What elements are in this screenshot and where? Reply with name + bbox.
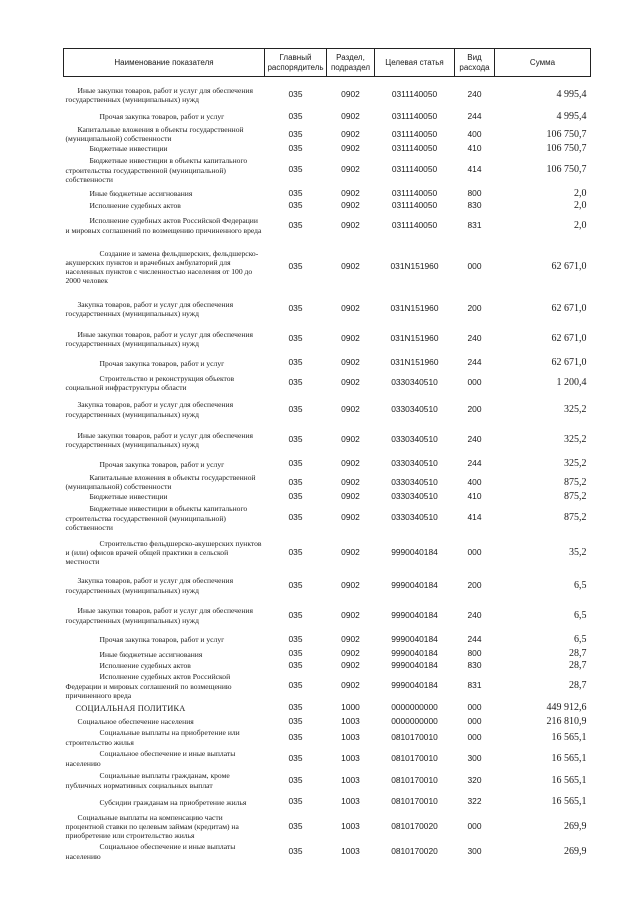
row-vid: 244 <box>467 111 482 122</box>
row-name-cell <box>64 535 265 571</box>
row-razd: 1003 <box>341 820 360 831</box>
row-celevaya: 0330340510 <box>391 434 438 445</box>
header-name: Наименование показателя <box>64 49 265 77</box>
row-celevaya: 9990040184 <box>391 659 438 670</box>
table-row <box>64 728 591 748</box>
row-razd: 1003 <box>341 731 360 742</box>
row-name: Социальное обеспечение населения <box>77 717 194 727</box>
table-row <box>64 792 591 813</box>
row-vid: 300 <box>467 752 482 763</box>
row-name-cell <box>64 324 265 354</box>
row-glav: 035 <box>288 261 303 272</box>
row-razd: 1003 <box>341 774 360 785</box>
row-sum: 16 565,1 <box>551 731 587 743</box>
row-glav: 035 <box>288 333 303 344</box>
row-vid: 244 <box>467 357 482 368</box>
row-name: Строительство и реконструкция объектов социальной инфраструктуры области <box>65 373 235 393</box>
row-vid: 320 <box>467 774 482 785</box>
row-vid: 000 <box>467 377 482 388</box>
row-razd: 0902 <box>341 333 360 344</box>
row-sum: 2,0 <box>574 187 587 199</box>
table-row <box>64 153 591 187</box>
row-glav: 035 <box>288 752 303 763</box>
row-name: СОЦИАЛЬНАЯ ПОЛИТИКА <box>75 703 186 713</box>
row-sum: 106 750,7 <box>546 142 587 154</box>
row-razd: 1003 <box>341 715 360 726</box>
row-vid: 000 <box>467 261 482 272</box>
row-vid: 240 <box>467 609 482 620</box>
row-name-cell <box>64 672 265 701</box>
row-name-cell <box>64 716 265 728</box>
row-razd: 0902 <box>341 458 360 469</box>
table-row <box>64 535 591 571</box>
row-celevaya: 0311140050 <box>391 89 438 100</box>
table-row <box>64 394 591 425</box>
row-celevaya: 0330340510 <box>391 512 438 523</box>
table-row <box>64 455 591 473</box>
table-row <box>64 672 591 701</box>
row-name: Иные бюджетные ассигнования <box>89 189 193 199</box>
row-razd: 0902 <box>341 680 360 691</box>
row-celevaya: 0330340510 <box>391 458 438 469</box>
row-vid: 410 <box>467 142 482 153</box>
row-razd: 0902 <box>341 659 360 670</box>
row-name: Бюджетные инвестиции в объекты капитального строительства государственной (муниципальной) собственности <box>65 504 248 532</box>
row-vid: 000 <box>467 731 482 742</box>
row-razd: 0902 <box>341 303 360 314</box>
row-name: Иные закупки товаров, работ и услуг для обеспечения государственных (муниципальных) нужд <box>65 329 253 349</box>
row-name: Социальное обеспечение и иные выплаты населению <box>65 842 236 861</box>
row-celevaya: 0810170010 <box>391 752 438 763</box>
row-razd: 0902 <box>341 261 360 272</box>
row-vid: 414 <box>467 512 482 523</box>
row-glav: 035 <box>288 303 303 314</box>
header-glav: Главный распорядитель <box>265 49 327 77</box>
table-row <box>64 200 591 211</box>
row-celevaya: 0330340510 <box>391 490 438 501</box>
row-sum: 875,2 <box>564 476 587 488</box>
row-celevaya: 031N151960 <box>390 333 439 344</box>
row-name-cell <box>64 813 265 841</box>
row-razd: 0902 <box>341 142 360 153</box>
table-row <box>64 425 591 455</box>
row-name-cell <box>64 792 265 813</box>
table-row <box>64 601 591 631</box>
row-razd: 1003 <box>341 752 360 763</box>
table-row <box>64 211 591 240</box>
row-celevaya: 0000000000 <box>391 702 438 713</box>
row-name-cell <box>64 770 265 792</box>
row-vid: 322 <box>467 796 482 807</box>
row-name-cell <box>64 571 265 601</box>
row-razd: 0902 <box>341 89 360 100</box>
row-sum: 2,0 <box>574 219 587 231</box>
table-row <box>64 716 591 728</box>
row-vid: 830 <box>467 199 482 210</box>
row-name-cell <box>64 502 265 535</box>
row-vid: 240 <box>467 89 482 100</box>
row-glav: 035 <box>288 357 303 368</box>
row-name-cell <box>64 125 265 144</box>
row-name-cell <box>64 294 265 324</box>
row-sum: 449 912,6 <box>546 702 587 714</box>
row-vid: 000 <box>467 702 482 713</box>
row-celevaya: 9990040184 <box>391 633 438 644</box>
row-glav: 035 <box>288 546 303 557</box>
row-sum: 16 565,1 <box>551 774 587 786</box>
row-razd: 0902 <box>341 111 360 122</box>
row-razd: 0902 <box>341 490 360 501</box>
row-glav: 035 <box>288 731 303 742</box>
row-glav: 035 <box>288 111 303 122</box>
row-name: Закупка товаров, работ и услуг для обеспечения государственных (муниципальных) нужд <box>65 400 234 419</box>
row-sum: 875,2 <box>564 512 587 524</box>
header-razd: Раздел, подраздел <box>327 49 375 77</box>
row-celevaya: 0311140050 <box>391 164 438 175</box>
row-name-cell <box>64 211 265 240</box>
row-sum: 269,9 <box>564 845 587 857</box>
row-name-cell <box>64 631 265 649</box>
row-glav: 035 <box>288 796 303 807</box>
table-row <box>64 841 591 863</box>
row-name: Создание и замена фельдшерских, фельдшерско-акушерских пунктов и врачебных амбулаторий для населенных пунктов с численностью населения от 100 до 2000 человек <box>65 248 259 286</box>
row-celevaya: 0810170010 <box>391 774 438 785</box>
row-razd: 0902 <box>341 187 360 198</box>
row-vid: 414 <box>467 164 482 175</box>
table-row <box>64 125 591 144</box>
row-name: Закупка товаров, работ и услуг для обеспечения государственных (муниципальных) нужд <box>65 299 234 319</box>
row-vid: 240 <box>467 333 482 344</box>
row-name: Капитальные вложения в объекты государственной (муниципальной) собственности <box>65 473 256 492</box>
row-razd: 0902 <box>341 164 360 175</box>
row-sum: 6,5 <box>574 609 587 621</box>
row-name: Иные бюджетные ассигнования <box>99 649 203 659</box>
table-row <box>64 324 591 354</box>
row-name-cell <box>64 240 265 294</box>
header-vid: Вид расхода <box>455 49 495 77</box>
table-row <box>64 701 591 716</box>
table-row <box>64 502 591 535</box>
row-sum: 6,5 <box>574 633 587 645</box>
row-celevaya: 9990040184 <box>391 648 438 659</box>
row-razd: 1003 <box>341 845 360 856</box>
row-name: Субсидии гражданам на приобретение жилья <box>99 797 247 807</box>
row-celevaya: 0311140050 <box>391 187 438 198</box>
table-row <box>64 631 591 649</box>
row-vid: 400 <box>467 128 482 139</box>
row-name-cell <box>64 144 265 154</box>
row-vid: 410 <box>467 490 482 501</box>
row-sum: 4 995,4 <box>556 89 587 101</box>
row-sum: 325,2 <box>564 458 587 470</box>
row-glav: 035 <box>288 219 303 230</box>
row-sum: 875,2 <box>564 490 587 502</box>
row-celevaya: 0810170020 <box>391 820 438 831</box>
row-glav: 035 <box>288 187 303 198</box>
row-razd: 0902 <box>341 476 360 487</box>
row-name: Прочая закупка товаров, работ и услуг <box>99 358 225 368</box>
row-glav: 035 <box>288 774 303 785</box>
row-razd: 0902 <box>341 579 360 590</box>
table-row <box>64 294 591 324</box>
table-row <box>64 372 591 394</box>
row-glav: 035 <box>288 377 303 388</box>
row-name: Бюджетные инвестиции в объекты капитального строительства государственной (муниципальной) собственности <box>65 156 248 184</box>
row-celevaya: 0311140050 <box>391 111 438 122</box>
row-razd: 0902 <box>341 648 360 659</box>
row-vid: 831 <box>467 680 482 691</box>
row-name: Прочая закупка товаров, работ и услуг <box>99 112 225 122</box>
row-glav: 035 <box>288 512 303 523</box>
row-sum: 28,7 <box>569 680 587 692</box>
row-name: Строительство фельдшерско-акушерских пунктов и (или) офисов врачей общей практики в сельской местности <box>65 538 262 567</box>
row-name-cell <box>64 748 265 770</box>
row-name-cell <box>64 372 265 394</box>
table-row <box>64 187 591 200</box>
table-row <box>64 240 591 294</box>
row-name: Капитальные вложения в объекты государственной (муниципальной) собственности <box>65 125 244 144</box>
row-vid: 244 <box>467 458 482 469</box>
row-celevaya: 0311140050 <box>391 219 438 230</box>
header-celevaya: Целевая статья <box>375 49 455 77</box>
row-razd: 1000 <box>341 702 360 713</box>
row-name: Закупка товаров, работ и услуг для обеспечения государственных (муниципальных) нужд <box>65 576 234 595</box>
table-row <box>64 813 591 841</box>
row-name-cell <box>64 200 265 211</box>
row-celevaya: 9990040184 <box>391 609 438 620</box>
row-razd: 0902 <box>341 546 360 557</box>
row-vid: 800 <box>467 648 482 659</box>
row-glav: 035 <box>288 680 303 691</box>
row-razd: 0902 <box>341 609 360 620</box>
row-sum: 28,7 <box>569 659 587 671</box>
table-row <box>64 81 591 109</box>
row-celevaya: 9990040184 <box>391 680 438 691</box>
row-glav: 035 <box>288 820 303 831</box>
row-name: Прочая закупка товаров, работ и услуг <box>99 459 225 469</box>
row-glav: 035 <box>288 458 303 469</box>
row-glav: 035 <box>288 89 303 100</box>
row-celevaya: 0311140050 <box>391 142 438 153</box>
header-summa: Сумма <box>495 49 591 77</box>
row-name: Исполнение судебных актов Российской Федерации и мировых соглашений по возмещению причиненного вреда <box>65 216 262 235</box>
row-name-cell <box>64 701 265 716</box>
row-vid: 830 <box>467 659 482 670</box>
row-celevaya: 9990040184 <box>391 546 438 557</box>
row-name: Социальные выплаты на компенсацию части процентной ставки по целевым займам (кредитам) на приобретение или строительство жилья <box>65 812 239 841</box>
row-name-cell <box>64 728 265 748</box>
row-name-cell <box>64 81 265 109</box>
row-name-cell <box>64 492 265 502</box>
row-celevaya: 0810170010 <box>391 731 438 742</box>
row-celevaya: 031N151960 <box>390 303 439 314</box>
table-row <box>64 660 591 672</box>
row-celevaya: 0810170020 <box>391 845 438 856</box>
table-row <box>64 492 591 502</box>
row-glav: 035 <box>288 648 303 659</box>
row-name-cell <box>64 841 265 863</box>
row-name: Иные закупки товаров, работ и услуг для обеспечения государственных (муниципальных) нужд <box>65 606 253 625</box>
table-row <box>64 571 591 601</box>
row-celevaya: 0810170010 <box>391 796 438 807</box>
row-sum: 106 750,7 <box>546 128 587 140</box>
row-name: Иные закупки товаров, работ и услуг для обеспечения государственных (муниципальных) нужд <box>65 85 253 104</box>
row-sum: 28,7 <box>569 648 587 660</box>
row-razd: 0902 <box>341 434 360 445</box>
row-name: Исполнение судебных актов <box>89 201 181 211</box>
row-name: Социальные выплаты гражданам, кроме публичных нормативных социальных выплат <box>65 771 230 790</box>
row-sum: 216 810,9 <box>546 715 587 727</box>
row-glav: 035 <box>288 579 303 590</box>
row-razd: 0902 <box>341 219 360 230</box>
row-celevaya: 0330340510 <box>391 377 438 388</box>
row-name: Прочая закупка товаров, работ и услуг <box>99 635 225 645</box>
table-body <box>64 77 591 863</box>
row-name-cell <box>64 109 265 125</box>
row-razd: 0902 <box>341 199 360 210</box>
table-row <box>64 649 591 660</box>
row-sum: 62 671,0 <box>551 303 587 315</box>
row-name-cell <box>64 425 265 455</box>
row-name-cell <box>64 187 265 200</box>
row-glav: 035 <box>288 490 303 501</box>
row-celevaya: 0311140050 <box>391 199 438 210</box>
row-vid: 800 <box>467 187 482 198</box>
row-vid: 200 <box>467 579 482 590</box>
row-celevaya: 031N151960 <box>390 357 439 368</box>
row-sum: 1 200,4 <box>556 377 587 389</box>
row-celevaya: 0330340510 <box>391 403 438 414</box>
row-celevaya: 9990040184 <box>391 579 438 590</box>
row-glav: 035 <box>288 659 303 670</box>
row-glav: 035 <box>288 128 303 139</box>
row-vid: 000 <box>467 820 482 831</box>
row-glav: 035 <box>288 845 303 856</box>
table-row <box>64 354 591 372</box>
row-sum: 325,2 <box>564 403 587 415</box>
row-sum: 325,2 <box>564 434 587 446</box>
row-glav: 035 <box>288 702 303 713</box>
row-name-cell <box>64 394 265 425</box>
row-glav: 035 <box>288 199 303 210</box>
row-vid: 240 <box>467 434 482 445</box>
row-name-cell <box>64 601 265 631</box>
row-name-cell <box>64 649 265 660</box>
row-sum: 6,5 <box>574 579 587 591</box>
row-name: Социальные выплаты на приобретение или строительство жилья <box>65 728 240 747</box>
row-razd: 0902 <box>341 512 360 523</box>
row-vid: 000 <box>467 715 482 726</box>
row-sum: 62 671,0 <box>551 357 587 369</box>
row-razd: 1003 <box>341 796 360 807</box>
row-name-cell <box>64 455 265 473</box>
row-vid: 200 <box>467 303 482 314</box>
row-sum: 62 671,0 <box>551 261 587 273</box>
row-sum: 62 671,0 <box>551 333 587 345</box>
row-vid: 831 <box>467 219 482 230</box>
row-sum: 35,2 <box>569 546 587 558</box>
row-vid: 200 <box>467 403 482 414</box>
row-name-cell <box>64 660 265 672</box>
row-vid: 244 <box>467 633 482 644</box>
row-sum: 16 565,1 <box>551 752 587 764</box>
row-sum: 269,9 <box>564 820 587 832</box>
row-sum: 4 995,4 <box>556 111 587 123</box>
row-glav: 035 <box>288 609 303 620</box>
row-razd: 0902 <box>341 633 360 644</box>
table-row <box>64 770 591 792</box>
table-header <box>64 49 591 77</box>
row-sum: 2,0 <box>574 199 587 211</box>
table-row <box>64 748 591 770</box>
table-row <box>64 473 591 492</box>
row-celevaya: 031N151960 <box>390 261 439 272</box>
row-vid: 300 <box>467 845 482 856</box>
row-glav: 035 <box>288 164 303 175</box>
row-glav: 035 <box>288 633 303 644</box>
row-glav: 035 <box>288 142 303 153</box>
row-name: Иные закупки товаров, работ и услуг для обеспечения государственных (муниципальных) нужд <box>65 430 253 450</box>
row-name: Социальное обеспечение и иные выплаты населению <box>65 749 236 768</box>
row-name: Бюджетные инвестиции <box>89 143 168 153</box>
row-celevaya: 0000000000 <box>391 715 438 726</box>
header-row <box>64 49 591 77</box>
budget-table <box>63 48 591 863</box>
row-name-cell <box>64 473 265 492</box>
row-sum: 16 565,1 <box>551 796 587 808</box>
row-glav: 035 <box>288 476 303 487</box>
row-name: Бюджетные инвестиции <box>89 492 168 502</box>
row-razd: 0902 <box>341 128 360 139</box>
row-glav: 035 <box>288 434 303 445</box>
row-celevaya: 0330340510 <box>391 476 438 487</box>
row-name: Исполнение судебных актов <box>99 661 191 671</box>
row-celevaya: 0311140050 <box>391 128 438 139</box>
row-sum: 106 750,7 <box>546 164 587 176</box>
row-razd: 0902 <box>341 377 360 388</box>
table-row <box>64 144 591 154</box>
row-vid: 400 <box>467 476 482 487</box>
row-vid: 000 <box>467 546 482 557</box>
row-name-cell <box>64 354 265 372</box>
row-glav: 035 <box>288 715 303 726</box>
row-glav: 035 <box>288 403 303 414</box>
row-razd: 0902 <box>341 403 360 414</box>
row-razd: 0902 <box>341 357 360 368</box>
row-name: Исполнение судебных актов Российской Федерации и мировых соглашений по возмещению причиненного вреда <box>65 672 232 700</box>
row-name-cell <box>64 153 265 187</box>
table-row <box>64 109 591 125</box>
